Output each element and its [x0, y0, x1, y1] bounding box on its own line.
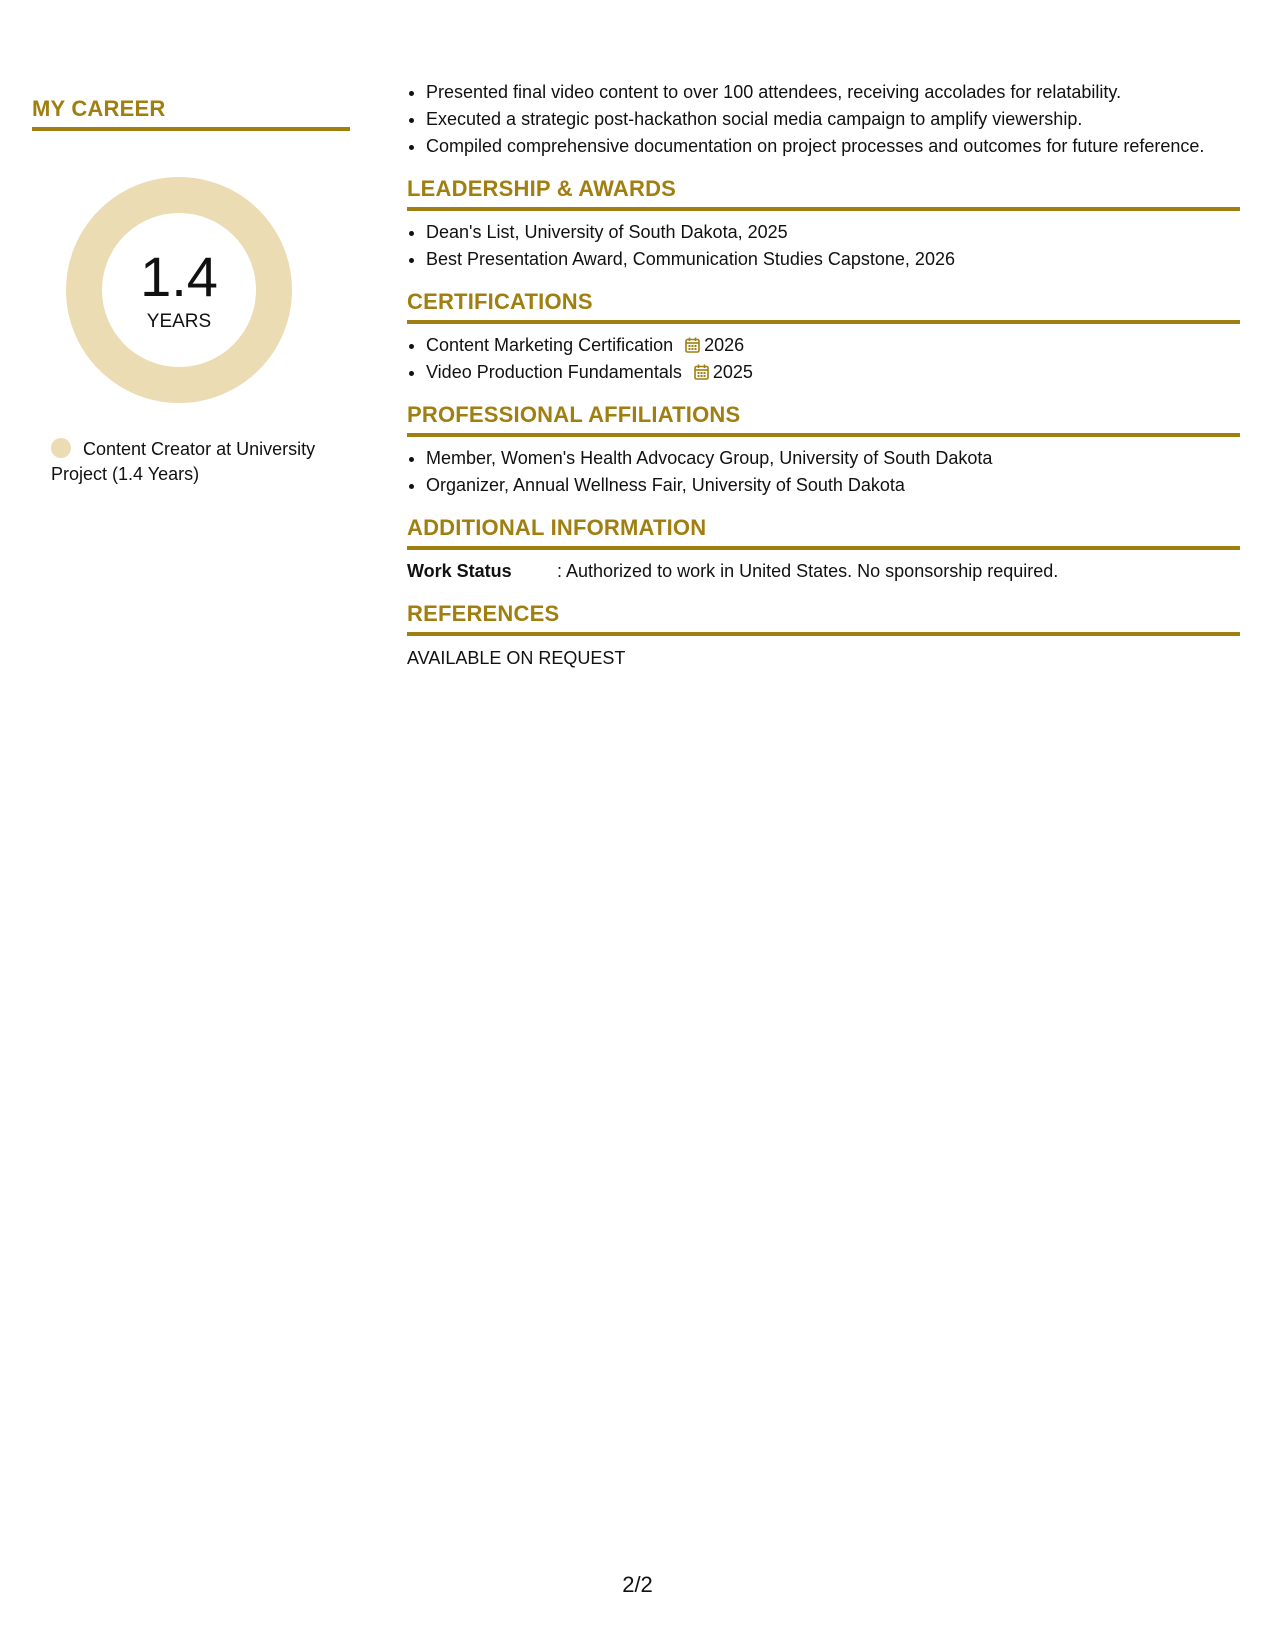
list-item: • Compiled comprehensive documentation on project processes and outcomes for future reference.	[426, 134, 1240, 158]
certification-year: 2026	[704, 335, 745, 355]
list-item: • Best Presentation Award, Communication Studies Capstone, 2026	[426, 247, 1240, 271]
list-item: • Executed a strategic post-hackathon social media campaign to amplify viewership.	[426, 107, 1240, 131]
additional-info-section	[407, 515, 1240, 583]
certifications-title: CERTIFICATIONS	[407, 289, 1240, 324]
work-status-value: : Authorized to work in United States. No sponsorship required.	[557, 561, 1059, 581]
affiliations-list	[407, 446, 1240, 497]
page-number: 2/2	[622, 1572, 653, 1597]
references-text: AVAILABLE ON REQUEST	[407, 648, 626, 668]
certifications-section	[407, 289, 1240, 384]
additional-info-title: ADDITIONAL INFORMATION	[407, 515, 1240, 550]
certification-name: Video Production Fundamentals	[426, 362, 682, 382]
total-years-value: 1.4	[140, 245, 218, 308]
list-item: • Organizer, Annual Wellness Fair, University of South Dakota	[426, 473, 1240, 497]
legend-label: Content Creator at University Project (1.4 Years)	[51, 439, 316, 484]
main-content	[407, 80, 1240, 670]
calendar-icon	[685, 337, 700, 353]
references-title: REFERENCES	[407, 601, 1240, 636]
donut-center	[66, 245, 292, 333]
career-sidebar	[32, 96, 350, 487]
list-item: • Presented final video content to over 100 attendees, receiving accolades for relatability.	[426, 80, 1240, 104]
list-item: • Member, Women's Health Advocacy Group, University of South Dakota	[426, 446, 1240, 470]
leadership-section	[407, 176, 1240, 271]
certification-name: Content Marketing Certification	[426, 335, 674, 355]
total-years-unit: YEARS	[146, 311, 212, 332]
affiliations-title: PROFESSIONAL AFFILIATIONS	[407, 402, 1240, 437]
career-section-title: MY CAREER	[32, 96, 350, 131]
list-item	[426, 360, 1240, 384]
work-status-row	[407, 559, 1240, 583]
leadership-list	[407, 220, 1240, 271]
career-donut-chart	[66, 177, 292, 403]
legend-dot-icon	[51, 438, 71, 458]
certifications-list	[407, 333, 1240, 384]
work-status-label: Work Status	[407, 561, 512, 581]
experience-bullets	[407, 80, 1240, 158]
certification-year: 2025	[712, 362, 753, 382]
calendar-icon	[694, 364, 709, 380]
list-item	[426, 333, 1240, 357]
leadership-title: LEADERSHIP & AWARDS	[407, 176, 1240, 211]
affiliations-section	[407, 402, 1240, 497]
references-section	[407, 601, 1240, 670]
career-legend-item	[51, 437, 341, 487]
list-item: • Dean's List, University of South Dakota, 2025	[426, 220, 1240, 244]
